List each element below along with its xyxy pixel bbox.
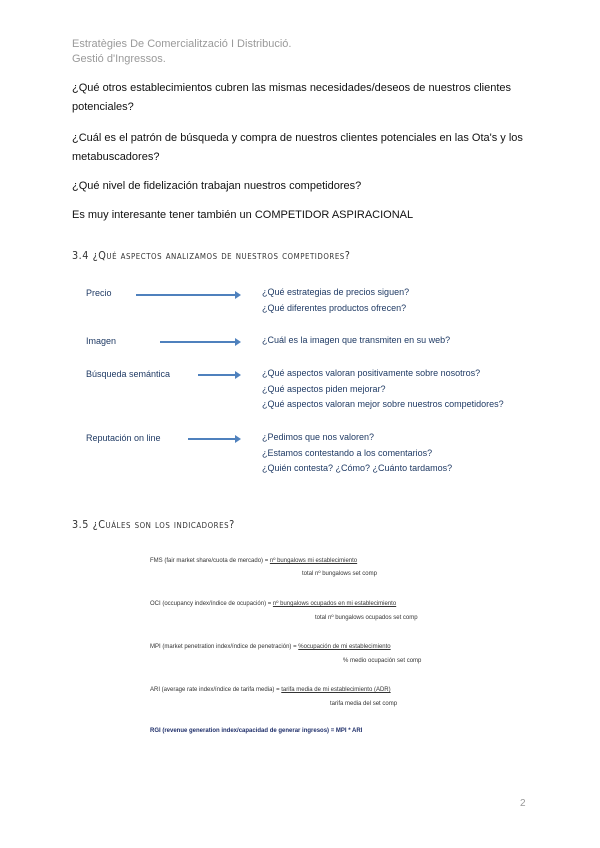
mpi-formula [150,644,391,650]
arrow-imagen [160,341,236,343]
header-line-2: Gestió d'Ingressos. [72,53,166,65]
label-reputacion-online: Reputación on line [86,433,161,443]
section-3-4-title: 3.4 ¿Qué aspectos analizamos de nuestros competidores? [72,249,351,262]
label-busqueda-semantica: Búsqueda semántica [86,369,171,379]
fms-denominator: total nº bungalows set comp [302,571,377,577]
aspirational-note: Es muy interesante tener también un COMPETIDOR ASPIRACIONAL [72,209,414,221]
mpi-denominator: % medio ocupación set comp [343,658,422,664]
fms-formula [150,558,357,564]
answer: ¿Cuál es la imagen que transmiten en su web? [262,335,451,345]
fms-numerator: nº bungalows mi establecimiento [269,558,358,564]
mpi-name: MPI (market penetration index/índice de penetración) = [150,644,299,650]
question-3: ¿Qué nivel de fidelización trabajan nuestros competidores? [72,180,362,192]
ari-numerator: tarifa media de mi establecimiento (ADR) [281,687,391,693]
answer: ¿Qué aspectos piden mejorar? [262,383,386,394]
answers-precio [262,285,409,316]
answer: ¿Qué aspectos valoran positivamente sobre nosotros? [262,368,481,378]
oci-name: OCI (occupancy index/índice de ocupación) = [150,601,273,607]
answer: ¿Pedimos que nos valoren? [262,432,375,442]
answer: ¿Quién contesta? ¿Cómo? ¿Cuánto tardamos? [262,463,453,473]
oci-denominator: total nº bungalows ocupados set comp [315,615,418,621]
answer: ¿Qué aspectos valoran mejor sobre nuestros competidores? [262,399,504,409]
oci-formula [150,601,396,607]
section-3-5-title: 3.5 ¿Cuáles son los indicadores? [72,518,235,531]
mpi-numerator: %ocupación de mi establecimiento [298,644,391,650]
ari-denominator: tarifa media del set comp [330,701,398,707]
oci-numerator: nº bungalows ocupados en mi establecimiento [272,601,397,607]
answers-busqueda-semantica [262,366,504,413]
answers-reputacion-online [262,430,452,477]
fms-name: FMS (fair market share/cuota de mercado) = [150,558,270,564]
label-imagen: Imagen [86,336,117,346]
question-1: ¿Qué otros establecimientos cubren las mismas necesidades/deseos de nuestros clientes potenciales? [72,82,512,113]
answer: ¿Estamos contestando a los comentarios? [262,447,433,458]
answers-imagen [262,333,450,349]
answer: ¿Qué diferentes productos ofrecen? [262,302,407,313]
ari-formula [150,687,391,693]
answer: ¿Qué estrategias de precios siguen? [262,287,410,297]
arrow-reputacion-online [188,438,236,440]
ari-name: ARI (average rate index/índice de tarifa media) = [150,687,282,693]
question-2: ¿Cuál es el patrón de búsqueda y compra de nuestros clientes potenciales en las Ota's y los metabuscadores? [72,132,523,163]
header-line-1: Estratègies De Comercialització I Distribució. [72,38,292,50]
page-number: 2 [520,798,526,809]
label-precio: Precio [86,288,112,298]
arrow-precio [136,294,236,296]
arrow-busqueda-semantica [198,374,236,376]
page-header [72,37,291,67]
rgi-formula: RGI (revenue generation index/capacidad de generar ingresos) = MPI * ARI [150,728,363,734]
